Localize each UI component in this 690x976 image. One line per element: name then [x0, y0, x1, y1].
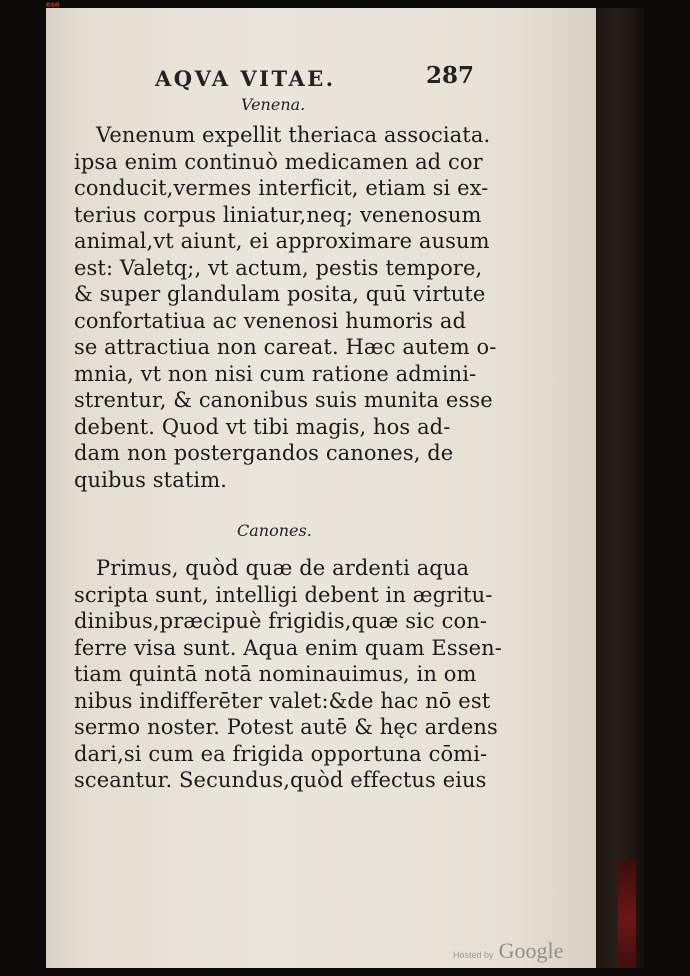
- text-line: se attractiua non careat. Hæc autem o-: [74, 335, 497, 359]
- text-line: strentur, & canonibus suis munita esse: [74, 388, 493, 412]
- text-line: nibus indifferēter valet:&de hac nō est: [74, 688, 491, 713]
- text-line: scripta sunt, intelligi debent in ægritu-: [74, 582, 493, 607]
- canones-heading: Canones.: [237, 521, 312, 540]
- right-border: [644, 0, 690, 976]
- text-line: & super glandulam posita, quū virtute: [74, 282, 486, 306]
- text-line: conducit,vermes interficit, etiam si ex-: [74, 176, 489, 200]
- paragraph-venena: [74, 122, 497, 493]
- spine-red-binding: [618, 860, 636, 976]
- text-line: sceantur. Secundus,quòd effectus eius: [74, 768, 487, 792]
- paragraph-canones: [74, 555, 502, 794]
- text-line: ipsa enim continuò medicamen ad cor: [74, 149, 483, 174]
- text-line: debent. Quod vt tibi magis, hos ad-: [74, 414, 451, 439]
- hosted-by-google-watermark: [453, 938, 563, 964]
- text-line: ferre visa sunt. Aqua enim quam Essen-: [74, 635, 502, 660]
- text-line: mnia, vt non nisi cum ratione admini-: [74, 361, 477, 386]
- text-line: dinibus,præcipuè frigidis,quæ sic con-: [74, 609, 488, 633]
- text-line: animal,vt aiunt, ei approximare ausum: [74, 229, 490, 253]
- google-logo: Google: [498, 938, 564, 963]
- running-head: AQVA VITAE.: [155, 66, 336, 91]
- text-line: terius corpus liniatur,neq; venenosum: [74, 202, 482, 227]
- book-spine: [596, 8, 644, 976]
- text-line: dari,si cum ea frigida opportuna cōmi-: [74, 741, 488, 766]
- text-line: est: Valetq;, vt actum, pestis tempore,: [74, 255, 483, 280]
- text-line: quibus statim.: [74, 467, 227, 492]
- text-line: Venenum expellit theriaca associata.: [96, 123, 491, 147]
- text-line: Primus, quòd quæ de ardenti aqua: [96, 556, 470, 580]
- text-line: dam non postergandos canones, de: [74, 441, 454, 465]
- hosted-by-label: Hosted by: [453, 950, 494, 960]
- bottom-border: [46, 968, 644, 976]
- section-title: Venena.: [241, 95, 306, 114]
- text-line: confortatiua ac venenosi humoris ad: [74, 308, 467, 333]
- left-border: [0, 0, 46, 976]
- text-line: sermo noster. Potest autē & hęc ardens: [74, 715, 498, 739]
- corner-label: ese: [46, 0, 60, 9]
- text-line: tiam quintā notā nominauimus, in om: [74, 662, 477, 686]
- page-number: 287: [426, 62, 475, 89]
